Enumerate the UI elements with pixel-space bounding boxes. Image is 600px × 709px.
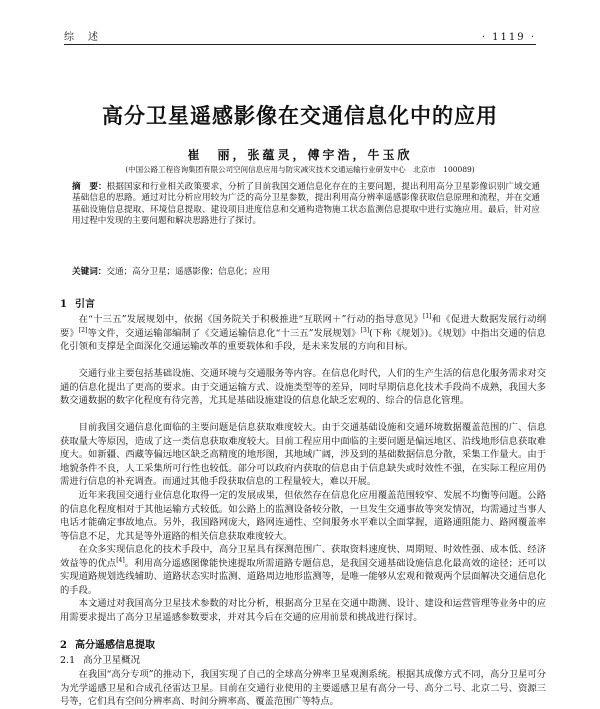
citation: [3] <box>360 326 370 334</box>
paragraph-6: 本文通过对我国高分卫星技术参数的对比分析，根据高分卫星在交通中勘测、设计、建设和运营管理等业务中的应用需要求提出了高分卫星遥感参数要求，并对其今后在交通的应用前景和挑战进行探讨。 <box>60 598 546 623</box>
affiliation: (中国公路工程咨询集团有限公司空间信息应用与防灾减灾技术交通运输行业研发中心 北京市 100089) <box>125 165 475 174</box>
section-heading-1 <box>60 295 95 310</box>
keywords-text: 交通；高分卫星；遥感影像；信息化；应用 <box>106 267 270 277</box>
header-rule <box>64 44 536 45</box>
paragraph-text: (下称《规划》)。《规划》中指出交通的信息化引领和支撑是全面深化交通运输改革的重要载体和手段，是未来发展的方向和目标。 <box>60 327 546 353</box>
paragraph-7: 在我国“高分专项”的推动下，我国实现了自己的全球高分辨率卫星观测系统。根据其成像方式不同，高分卫星可分为光学遥感卫星和合成孔径雷达卫星。目前在交通行业使用的主要遥感卫星有高分一号、高分二号、北京二号、资源三号等，它们具有空间分辨率高、时间分辨率高、覆盖范围广等特点。 <box>60 669 546 708</box>
paragraph-3: 目前我国交通信息化面临的主要问题是信息获取难度较大。由于交通基础设施和交通环境数据覆盖范围的广、信息获取量大等原因，造成了这一类信息获取难度较大。目前工程应用中面临的主要问题是偏远地区、沿线地形信息获取难度大。如新疆、西藏等偏远地区缺乏高精度的地形图，其地域广阔，涉及到的基础数据信息分散，采集工作量大。由于地貌条件不良，人工采集所可行性也较低。部分可以政府内获取的信息由于信息缺失或时效性不强，在实际工程应用仍需进行信息的补充调查。而通过其他手段获取信息的工程量较大，难以开展。 <box>60 422 546 488</box>
page-number: · 1119 · <box>481 32 536 43</box>
paragraph-text: 和《促进大数据发展行动纲要》 <box>60 314 546 339</box>
section-title: 引言 <box>74 299 95 310</box>
subsection-heading <box>60 652 140 666</box>
paragraph-4: 近年来我国交通行业信息化取得一定的发展成果，但依然存在信息化应用覆盖范围较窄、发展不均衡等问题。公路的信息化程度相对于其他运输方式较低。如公路上的监测设备较分散，一旦发生交通事故等突发情况，均需通过当事人电话才能确定事故地点。另外，我国路网庞大，路网连通性、空间服务水平难以全面掌握，道路通阻能力、路网覆盖率等信息不足，尤其是等外道路的相关信息获取难度较大。 <box>60 490 546 542</box>
citation: [2] <box>78 326 88 334</box>
abstract <box>72 182 540 228</box>
abstract-label: 摘 要： <box>72 182 107 192</box>
paragraph-2: 交通行业主要包括基础设施、交通环境与交通服务等内容。在信息化时代，人们的生产生活的信息化服务需求对交通的信息化提出了更高的要求。由于交通运输方式、设施类型等的差异，同时早期信息化技术手段尚不成熟，我国大多数交通数据的数字化程度有待完善，尤其是基础设施建设的信息化缺乏宏观的、综合的信息化管理。 <box>60 368 546 407</box>
running-head <box>64 28 536 43</box>
section-heading-2 <box>60 636 155 651</box>
paragraph-text: 在众多实现信息化的技术手段中，高分卫星具有探测范围广、获取资料速度快、周期短、时效性强、成本低、经济效益等的优点 <box>60 544 546 569</box>
section-number: 2 <box>60 640 67 651</box>
paper-title: 高分卫星遥感影像在交通信息化中的应用 <box>102 103 498 128</box>
paragraph-text: 。利用高分遥感图像能快速提取所需道路专题信息，是我国交通基础设施信息化最高效的途径；还可以实现道路规划选线辅助、道路状态实时监测、道路周边地形监测等，是唯一能够从宏观和微观两个层面解决交通信息化的手段。 <box>60 557 546 596</box>
section-title: 高分遥感信息提取 <box>74 640 155 651</box>
keywords <box>72 267 540 278</box>
citation: [4] <box>116 556 125 564</box>
subsection-number: 2.1 <box>60 655 76 666</box>
keywords-label: 关键词： <box>72 267 107 277</box>
paragraph-1 <box>60 313 546 354</box>
author-list: 崔 丽，张蕴灵，傅宇浩，牛玉欣 <box>187 148 413 162</box>
citation: [1] <box>423 312 432 320</box>
subsection-title: 高分卫星概况 <box>83 655 141 666</box>
paragraph-text: 等文件，交通运输部编制了《交通运输信息化“十三五”发展规划》 <box>87 327 361 339</box>
section-number: 1 <box>60 299 67 310</box>
running-head-section: 综 述 <box>64 32 100 43</box>
paragraph-text: 在“十三五”发展规划中，依据《国务院关于积极推进“互联网＋”行动的指导意见》 <box>78 314 423 325</box>
paragraph-5 <box>60 543 546 597</box>
abstract-text: 根据国家和行业相关政策要求，分析了目前我国交通信息化存在的主要问题，提出利用高分卫星影像识别广域交通基础信息的思路。通过对比分析应用较为广泛的高分卫星参数，提出利用高分辨率遥感影像获取信息原理和流程，并在交通基础设施信息提取、环境信息提取、建设项目进度信息和交通构造物施工状态监测信息提取中进行实施应用。最后，针对应用过程中发现的主要问题和解决思路进行了探讨。 <box>72 182 540 227</box>
